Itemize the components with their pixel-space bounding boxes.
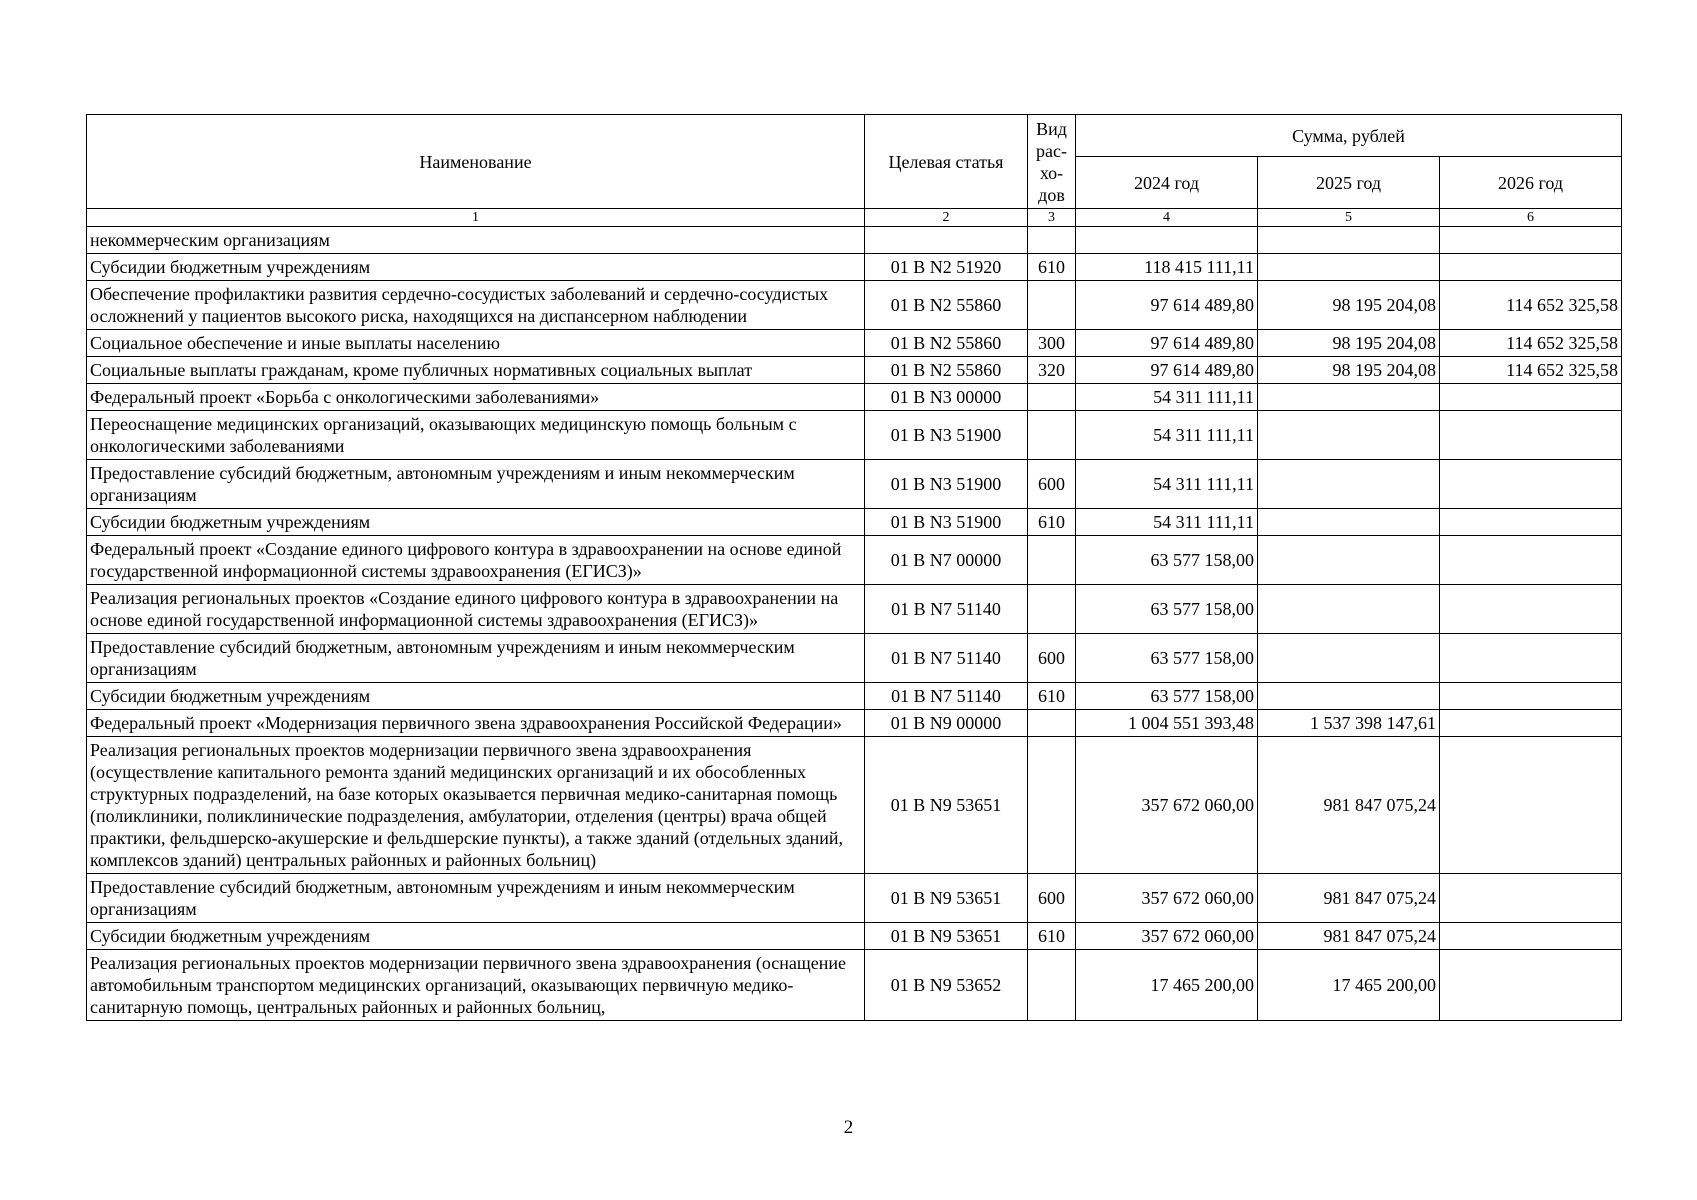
row-amount-2025 (1258, 509, 1440, 536)
row-amount-2024: 97 614 489,80 (1076, 357, 1258, 384)
row-target-article: 01 В N3 51900 (865, 411, 1028, 460)
header-expense-type: Вид рас-хо-дов (1028, 115, 1076, 209)
row-target-article: 01 В N3 00000 (865, 384, 1028, 411)
row-target-article: 01 В N7 51140 (865, 634, 1028, 683)
table-row (87, 411, 1622, 460)
row-amount-2026 (1440, 634, 1622, 683)
row-amount-2026 (1440, 536, 1622, 585)
row-expense-type: 610 (1028, 683, 1076, 710)
column-number: 2 (865, 209, 1028, 227)
row-expense-type: 300 (1028, 330, 1076, 357)
row-name: Субсидии бюджетным учреждениям (87, 923, 865, 950)
row-amount-2025: 981 847 075,24 (1258, 923, 1440, 950)
row-name: некоммерческим организациям (87, 227, 865, 254)
row-expense-type: 600 (1028, 634, 1076, 683)
row-amount-2025 (1258, 227, 1440, 254)
row-amount-2024: 54 311 111,11 (1076, 460, 1258, 509)
row-amount-2025: 1 537 398 147,61 (1258, 710, 1440, 737)
table-row (87, 281, 1622, 330)
row-name: Федеральный проект «Борьба с онкологическими заболеваниями» (87, 384, 865, 411)
header-sum: Сумма, рублей (1076, 115, 1622, 157)
row-target-article: 01 В N9 53651 (865, 923, 1028, 950)
row-expense-type (1028, 950, 1076, 1021)
row-name: Федеральный проект «Модернизация первичного звена здравоохранения Российской Федерации» (87, 710, 865, 737)
row-amount-2026 (1440, 710, 1622, 737)
row-amount-2025 (1258, 683, 1440, 710)
row-amount-2024: 118 415 111,11 (1076, 254, 1258, 281)
header-name: Наименование (87, 115, 865, 209)
row-name: Субсидии бюджетным учреждениям (87, 254, 865, 281)
row-expense-type (1028, 411, 1076, 460)
row-amount-2025 (1258, 460, 1440, 509)
row-amount-2026 (1440, 227, 1622, 254)
row-name: Переоснащение медицинских организаций, оказывающих медицинскую помощь больным с онкологическими заболеваниями (87, 411, 865, 460)
row-name: Субсидии бюджетным учреждениям (87, 683, 865, 710)
row-target-article: 01 В N2 55860 (865, 281, 1028, 330)
row-amount-2025: 981 847 075,24 (1258, 737, 1440, 874)
row-amount-2026 (1440, 950, 1622, 1021)
table-row (87, 950, 1622, 1021)
row-amount-2024: 63 577 158,00 (1076, 683, 1258, 710)
column-number: 4 (1076, 209, 1258, 227)
row-amount-2026 (1440, 737, 1622, 874)
row-amount-2026 (1440, 585, 1622, 634)
table-row (87, 737, 1622, 874)
row-expense-type: 610 (1028, 923, 1076, 950)
header-year-2024: 2024 год (1076, 157, 1258, 209)
table-row (87, 536, 1622, 585)
row-amount-2025 (1258, 634, 1440, 683)
table-row (87, 227, 1622, 254)
column-number: 6 (1440, 209, 1622, 227)
row-amount-2025 (1258, 585, 1440, 634)
row-expense-type (1028, 384, 1076, 411)
row-amount-2024: 357 672 060,00 (1076, 737, 1258, 874)
budget-table (86, 114, 1622, 1021)
row-target-article: 01 В N2 51920 (865, 254, 1028, 281)
row-amount-2024: 63 577 158,00 (1076, 536, 1258, 585)
row-amount-2024: 17 465 200,00 (1076, 950, 1258, 1021)
row-amount-2024: 54 311 111,11 (1076, 509, 1258, 536)
table-row (87, 923, 1622, 950)
row-amount-2026 (1440, 923, 1622, 950)
row-amount-2025 (1258, 536, 1440, 585)
row-amount-2026 (1440, 411, 1622, 460)
table-row (87, 357, 1622, 384)
row-name: Реализация региональных проектов «Создание единого цифрового контура в здравоохранении на основе единой государственной информационной системы здравоохранения (ЕГИСЗ)» (87, 585, 865, 634)
column-number: 5 (1258, 209, 1440, 227)
row-target-article: 01 В N7 00000 (865, 536, 1028, 585)
row-amount-2026 (1440, 509, 1622, 536)
row-amount-2026 (1440, 254, 1622, 281)
row-amount-2024: 357 672 060,00 (1076, 874, 1258, 923)
row-expense-type: 320 (1028, 357, 1076, 384)
table-row (87, 460, 1622, 509)
row-target-article: 01 В N7 51140 (865, 585, 1028, 634)
row-target-article: 01 В N9 53651 (865, 737, 1028, 874)
row-amount-2025: 98 195 204,08 (1258, 330, 1440, 357)
row-expense-type: 600 (1028, 460, 1076, 509)
row-amount-2026: 114 652 325,58 (1440, 281, 1622, 330)
table-row (87, 585, 1622, 634)
row-amount-2025 (1258, 411, 1440, 460)
row-name: Предоставление субсидий бюджетным, автономным учреждениям и иным некоммерческим организациям (87, 460, 865, 509)
row-target-article: 01 В N7 51140 (865, 683, 1028, 710)
document-page (86, 114, 1621, 1138)
row-amount-2024: 63 577 158,00 (1076, 585, 1258, 634)
column-number: 1 (87, 209, 865, 227)
row-target-article: 01 В N9 53652 (865, 950, 1028, 1021)
row-name: Обеспечение профилактики развития сердечно-сосудистых заболеваний и сердечно-сосудистых осложнений у пациентов высокого риска, находящихся на диспансерном наблюдении (87, 281, 865, 330)
table-row (87, 634, 1622, 683)
column-numbers-row (87, 209, 1622, 227)
row-amount-2026: 114 652 325,58 (1440, 330, 1622, 357)
row-expense-type (1028, 227, 1076, 254)
row-name: Субсидии бюджетным учреждениям (87, 509, 865, 536)
row-name: Реализация региональных проектов модернизации первичного звена здравоохранения (оснащение автомобильным транспортом медицинских организаций, оказывающих первичную медико-санитарную помощь, центральных районных и районных больниц, (87, 950, 865, 1021)
table-row (87, 683, 1622, 710)
row-expense-type: 610 (1028, 509, 1076, 536)
row-amount-2024: 1 004 551 393,48 (1076, 710, 1258, 737)
row-amount-2024: 357 672 060,00 (1076, 923, 1258, 950)
row-target-article: 01 В N3 51900 (865, 509, 1028, 536)
row-amount-2025 (1258, 254, 1440, 281)
row-target-article: 01 В N3 51900 (865, 460, 1028, 509)
row-expense-type (1028, 737, 1076, 874)
row-expense-type: 610 (1028, 254, 1076, 281)
row-amount-2025: 17 465 200,00 (1258, 950, 1440, 1021)
row-amount-2024: 97 614 489,80 (1076, 330, 1258, 357)
row-target-article: 01 В N2 55860 (865, 357, 1028, 384)
header-year-2026: 2026 год (1440, 157, 1622, 209)
row-amount-2026 (1440, 874, 1622, 923)
row-amount-2025: 98 195 204,08 (1258, 357, 1440, 384)
row-name: Социальное обеспечение и иные выплаты населению (87, 330, 865, 357)
row-expense-type (1028, 585, 1076, 634)
row-amount-2026 (1440, 384, 1622, 411)
row-expense-type (1028, 536, 1076, 585)
table-row (87, 384, 1622, 411)
table-row (87, 509, 1622, 536)
row-target-article (865, 227, 1028, 254)
row-amount-2025: 98 195 204,08 (1258, 281, 1440, 330)
header-target-article: Целевая статья (865, 115, 1028, 209)
row-amount-2024: 97 614 489,80 (1076, 281, 1258, 330)
row-name: Реализация региональных проектов модернизации первичного звена здравоохранения (осуществление капитального ремонта зданий медицинских организаций и их обособленных структурных подразделений, на базе которых оказывается первичная медико-санитарная помощь (поликлиники, поликлинические подразделения, амбулатории, отделения (центры) врача общей практики, фельдшерско-акушерские и фельдшерские пункты), а также зданий (отдельных зданий, комплексов зданий) центральных районных и районных больниц) (87, 737, 865, 874)
row-target-article: 01 В N9 53651 (865, 874, 1028, 923)
row-name: Федеральный проект «Создание единого цифрового контура в здравоохранении на основе единой государственной информационной системы здравоохранения (ЕГИСЗ)» (87, 536, 865, 585)
header-year-2025: 2025 год (1258, 157, 1440, 209)
table-row (87, 330, 1622, 357)
row-expense-type: 600 (1028, 874, 1076, 923)
page-number: 2 (843, 1117, 854, 1138)
row-amount-2024: 54 311 111,11 (1076, 384, 1258, 411)
row-expense-type (1028, 281, 1076, 330)
row-name: Предоставление субсидий бюджетным, автономным учреждениям и иным некоммерческим организациям (87, 634, 865, 683)
row-amount-2024: 63 577 158,00 (1076, 634, 1258, 683)
table-row (87, 254, 1622, 281)
row-amount-2026 (1440, 460, 1622, 509)
row-name: Социальные выплаты гражданам, кроме публичных нормативных социальных выплат (87, 357, 865, 384)
row-amount-2024: 54 311 111,11 (1076, 411, 1258, 460)
row-amount-2025 (1258, 384, 1440, 411)
row-amount-2026 (1440, 683, 1622, 710)
table-row (87, 710, 1622, 737)
row-amount-2024 (1076, 227, 1258, 254)
row-expense-type (1028, 710, 1076, 737)
column-number: 3 (1028, 209, 1076, 227)
row-amount-2026: 114 652 325,58 (1440, 357, 1622, 384)
row-amount-2025: 981 847 075,24 (1258, 874, 1440, 923)
table-row (87, 874, 1622, 923)
row-target-article: 01 В N2 55860 (865, 330, 1028, 357)
row-name: Предоставление субсидий бюджетным, автономным учреждениям и иным некоммерческим организациям (87, 874, 865, 923)
row-target-article: 01 В N9 00000 (865, 710, 1028, 737)
